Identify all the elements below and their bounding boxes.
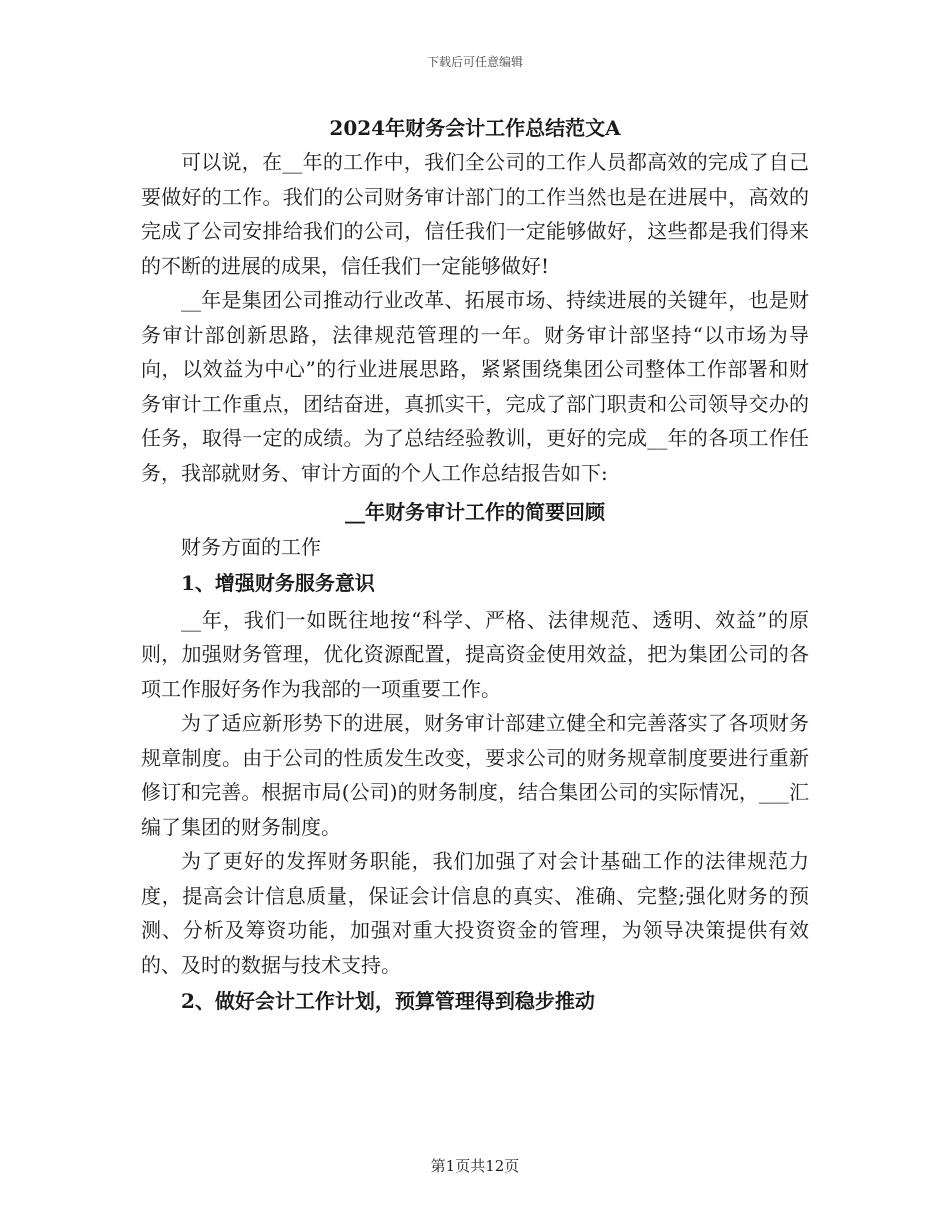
subsection-1-paragraph-2: 为了适应新形势下的进展，财务审计部建立健全和完善落实了各项财务规章制度。由于公司的性质发生改变，要求公司的财务规章制度要进行重新修订和完善。根据市局(公司)的财务制度，结合集团公司的实际情况，___汇编了集团的财务制度。	[141, 711, 809, 839]
subsection-1-paragraph-1: __年，我们一如既往地按“科学、严格、法律规范、透明、效益”的原则，加强财务管理，优化资源配置，提高资金使用效益，把为集团公司的各项工作服好务作为我部的一项重要工作。	[141, 607, 809, 701]
section-title-review: __年财务审计工作的简要回顾	[345, 500, 605, 524]
document-title: 2024年财务会计工作总结范文A	[329, 116, 621, 140]
header-note: 下载后可任意编辑	[426, 55, 523, 69]
intro-paragraph-2: __年是集团公司推动行业改革、拓展市场、持续进展的关键年，也是财务审计部创新思路，法律规范管理的一年。财务审计部坚持“以市场为导向，以效益为中心”的行业进展思路，紧紧围绕集团公司整体工作部署和财务审计工作重点，团结奋进，真抓实干，完成了部门职责和公司领导交办的任务，取得一定的成绩。为了总结经验教训，更好的完成__年的各项工作任务，我部就财务、审计方面的个人工作总结报告如下:	[141, 288, 809, 485]
finance-work-label: 财务方面的工作	[181, 534, 321, 559]
document-body	[141, 112, 809, 1021]
intro-paragraph-1: 可以说，在__年的工作中，我们全公司的工作人员都高效的完成了自己要做好的工作。我们的公司财务审计部门的工作当然也是在进展中，高效的完成了公司安排给我们的公司，信任我们一定能够做好，这些都是我们得来的不断的进展的成果，信任我们一定能够做好!	[141, 150, 809, 278]
page-number-footer: 第1页共12页	[430, 1157, 520, 1175]
subsection-1-paragraph-3: 为了更好的发挥财务职能，我们加强了对会计基础工作的法律规范力度，提高会计信息质量，保证会计信息的真实、准确、完整;强化财务的预测、分析及筹资功能，加强对重大投资资金的管理，为领导决策提供有效的、及时的数据与技术支持。	[141, 849, 809, 977]
subsection-title-1: 1、增强财务服务意识	[181, 571, 375, 595]
subsection-title-2: 2、做好会计工作计划，预算管理得到稳步推动	[181, 989, 595, 1013]
